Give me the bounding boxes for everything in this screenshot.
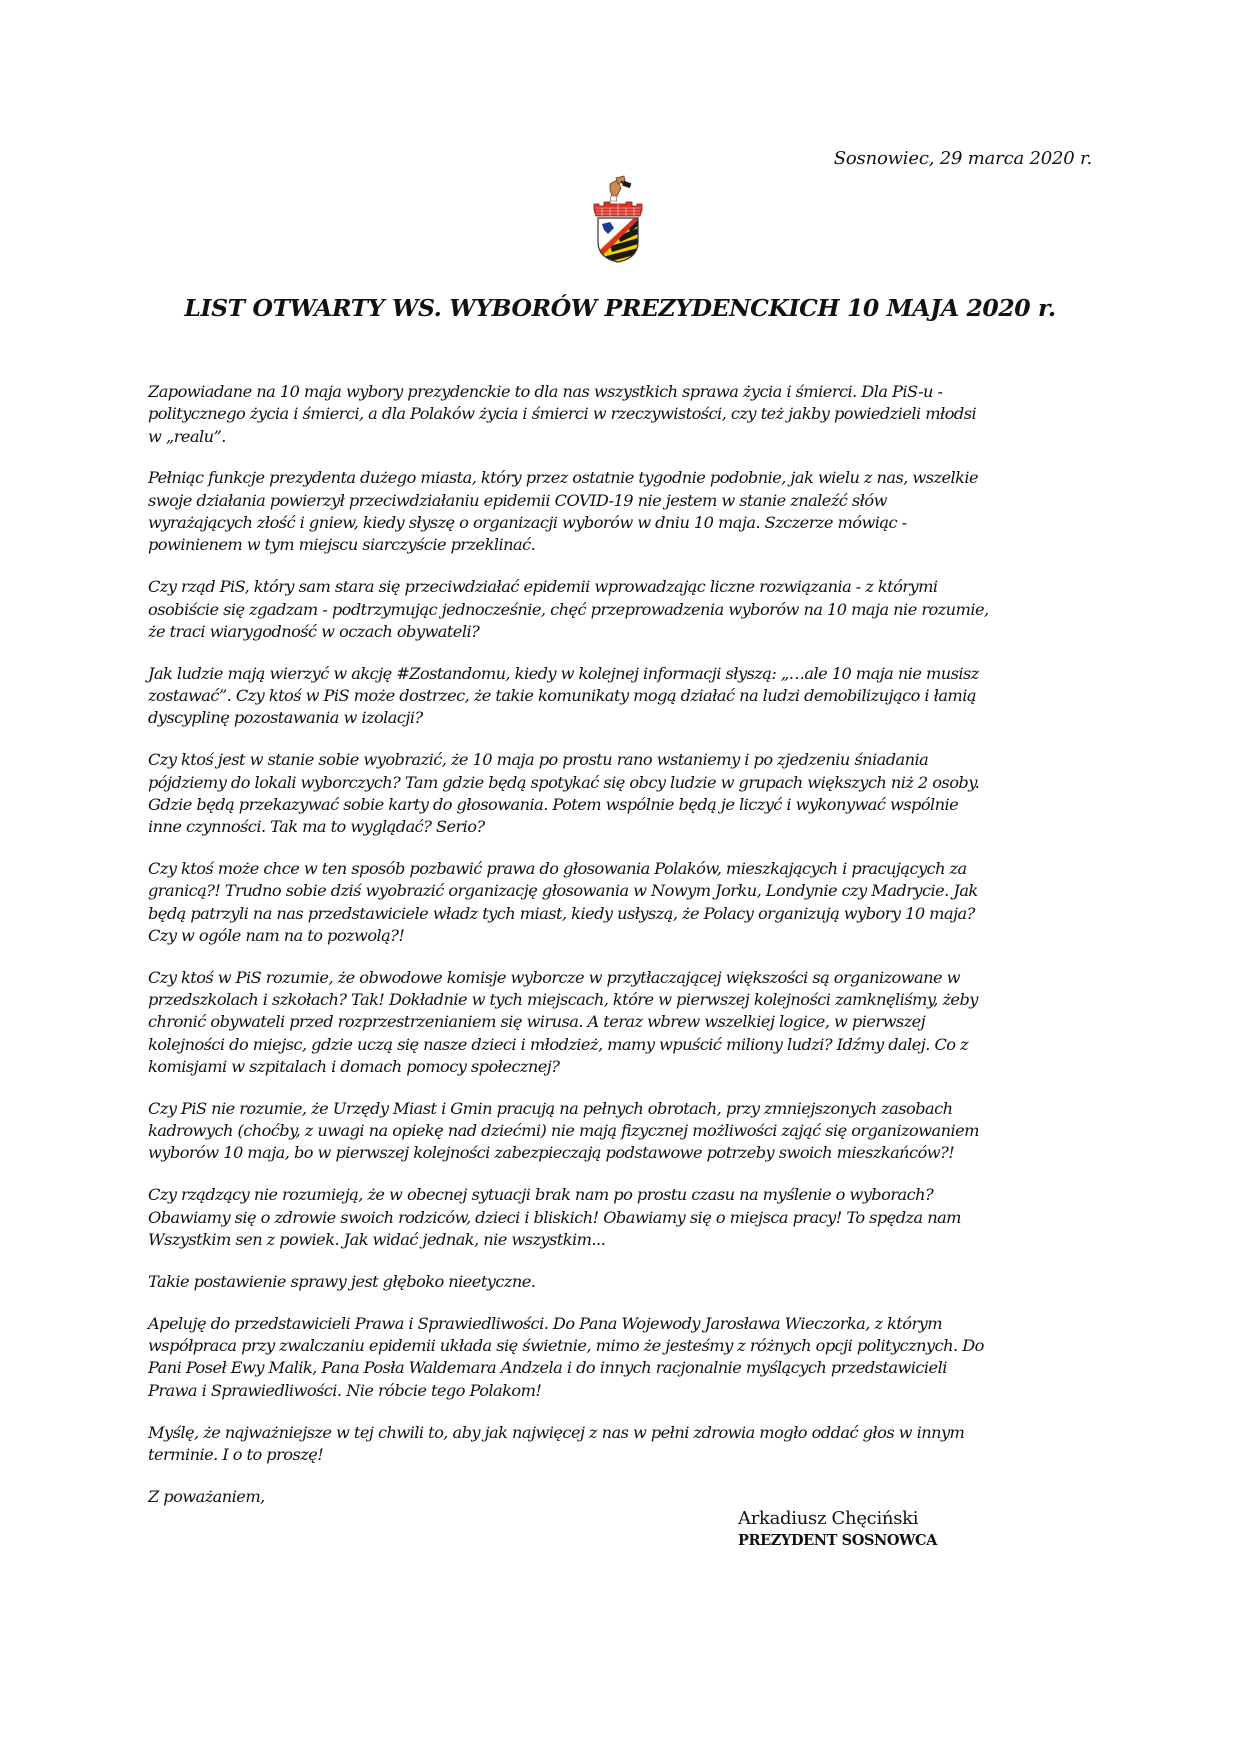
- text-line: kolejności do miejsc, gdzie uczą się nasze dzieci i młodzież, mamy wpuścić miliony ludzi? Idźmy dalej. Co z: [148, 1034, 969, 1054]
- signatory-role: PREZYDENT SOSNOWCA: [738, 1532, 937, 1549]
- text-line: pójdziemy do lokali wyborczych? Tam gdzie będą spotykać się obcy ludzie w grupach większych niż 2 osoby.: [148, 772, 980, 792]
- closing-salutation: Z poważaniem,: [148, 1486, 265, 1506]
- text-line: Wszystkim sen z powiek. Jak widać jednak, nie wszystkim...: [148, 1229, 606, 1249]
- paragraph: [148, 467, 1108, 556]
- text-line: kadrowych (choćby, z uwagi na opiekę nad dziećmi) nie mają fizycznej możliwości zająć się organizowaniem: [148, 1121, 979, 1141]
- text-line: Myślę, że najważniejsze w tej chwili to, aby jak najwięcej z nas w pełni zdrowia mogło oddać głos w innym: [148, 1422, 965, 1442]
- text-line: Czy ktoś może chce w ten sposób pozbawić prawa do głosowania Polaków, mieszkających i pracujących za: [148, 859, 967, 879]
- signatory-name: Arkadiusz Chęciński: [738, 1508, 919, 1529]
- text-line: politycznego życia i śmierci, a dla Polaków życia i śmierci w rzeczywistości, czy też jakby powiedzieli młodsi: [148, 404, 977, 424]
- text-line: granicą?! Trudno sobie dziś wyobrazić organizację głosowania w Nowym Jorku, Londynie czy Madrycie. Jak: [148, 881, 978, 901]
- text-line: będą patrzyli na nas przedstawiciele władz tych miast, kiedy usłyszą, że Polacy organizują wybory 10 maja?: [148, 903, 975, 923]
- text-line: Czy rządzący nie rozumieją, że w obecnej sytuacji brak nam po prostu czasu na myślenie o wyborach?: [148, 1185, 934, 1205]
- text-line: komisjami w szpitalach i domach pomocy społecznej?: [148, 1056, 560, 1076]
- paragraph: [148, 1098, 1108, 1165]
- text-line: Czy ktoś w PiS rozumie, że obwodowe komisje wyborcze w przytłaczającej większości są organizowane w: [148, 967, 960, 987]
- place-and-date: Sosnowiec, 29 marca 2020 r.: [833, 148, 1092, 169]
- letter-body: [148, 381, 1108, 1508]
- text-line: Gdzie będą przekazywać sobie karty do głosowania. Potem wspólnie będą je liczyć i wykonywać wspólnie: [148, 794, 959, 814]
- paragraph: [148, 663, 1108, 730]
- text-line: chronić obywateli przed rozprzestrzenianiem się wirusa. A teraz wbrew wszelkiej logice, w pierwszej: [148, 1012, 926, 1032]
- paragraph: [148, 576, 1108, 643]
- text-line: inne czynności. Tak ma to wyglądać? Serio?: [148, 817, 485, 837]
- paragraph: [148, 1271, 1108, 1293]
- text-line: Obawiamy się o zdrowie swoich rodziców, dzieci i bliskich! Obawiamy się o miejsca pracy! To spędza nam: [148, 1207, 961, 1227]
- text-line: Jak ludzie mają wierzyć w akcję #Zostandomu, kiedy w kolejnej informacji słyszą: „…ale 10 maja nie musisz: [148, 663, 979, 683]
- sosnowiec-coat-of-arms-icon: [590, 172, 646, 264]
- text-line: Zapowiadane na 10 maja wybory prezydenckie to dla nas wszystkich sprawa życia i śmierci. Dla PiS-u -: [148, 382, 943, 401]
- text-line: swoje działania powierzył przeciwdziałaniu epidemii COVID-19 nie jestem w stanie znaleźć słów: [148, 490, 887, 510]
- text-line: osobiście się zgadzam - podtrzymując jednocześnie, chęć przeprowadzenia wyborów na 10 maja nie rozumie,: [148, 599, 989, 619]
- paragraph: [148, 749, 1108, 838]
- text-line: zostawać”. Czy ktoś w PiS może dostrzec, że takie komunikaty mogą działać na ludzi demobilizująco i łamią: [148, 686, 976, 706]
- text-line: Apeluję do przedstawicieli Prawa i Sprawiedliwości. Do Pana Wojewody Jarosława Wieczorka, z którym: [148, 1313, 943, 1333]
- paragraph: [148, 1184, 1108, 1251]
- paragraph: [148, 858, 1108, 947]
- text-line: Pełniąc funkcje prezydenta dużego miasta, który przez ostatnie tygodnie podobnie, jak wielu z nas, wszelkie: [148, 468, 979, 488]
- paragraph: [148, 1422, 1108, 1467]
- text-line: powinienem w tym miejscu siarczyście przeklinać.: [148, 535, 536, 555]
- text-line: Czy rząd PiS, który sam stara się przeciwdziałać epidemii wprowadzając liczne rozwiązania - z którymi: [148, 577, 938, 597]
- text-line: Takie postawienie sprawy jest głęboko nieetyczne.: [148, 1271, 536, 1291]
- paragraph: [148, 381, 1108, 448]
- text-line: Czy PiS nie rozumie, że Urzędy Miast i Gmin pracują na pełnych obrotach, przy zmniejszonych zasobach: [148, 1098, 953, 1118]
- signature-block: [738, 1508, 937, 1552]
- paragraph: [148, 1313, 1108, 1402]
- text-line: terminie. I o to proszę!: [148, 1444, 324, 1464]
- text-line: że traci wiarygodność w oczach obywateli?: [148, 621, 480, 641]
- text-line: Czy w ogóle nam na to pozwolą?!: [148, 925, 405, 945]
- text-line: dyscyplinę pozostawania w izolacji?: [148, 708, 423, 728]
- paragraph: [148, 967, 1108, 1078]
- text-line: wyrażających złość i gniew, kiedy słyszę o organizacji wyborów w dniu 10 maja. Szczerze mówiąc -: [148, 513, 907, 533]
- text-line: w „realu”.: [148, 426, 226, 446]
- text-line: przedszkolach i szkołach? Tak! Dokładnie w tych miejscach, które w pierwszej kolejności zamknęliśmy, żeby: [148, 990, 978, 1010]
- text-line: Prawa i Sprawiedliwości. Nie róbcie tego Polakom!: [148, 1380, 542, 1400]
- text-line: Czy ktoś jest w stanie sobie wyobrazić, że 10 maja po prostu rano wstaniemy i po zjedzeniu śniadania: [148, 750, 929, 770]
- text-line: wyborów 10 maja, bo w pierwszej kolejności zabezpieczają podstawowe potrzeby swoich mieszkańców?!: [148, 1143, 955, 1163]
- text-line: Pani Poseł Ewy Malik, Pana Posła Waldemara Andzela i do innych racjonalnie myślących przedstawicieli: [148, 1358, 947, 1378]
- text-line: współpraca przy zwalczaniu epidemii układa się świetnie, mimo że jesteśmy z różnych opcji politycznych. Do: [148, 1336, 984, 1356]
- letter-title: LIST OTWARTY WS. WYBORÓW PREZYDENCKICH 10 MAJA 2020 r.: [184, 294, 1056, 322]
